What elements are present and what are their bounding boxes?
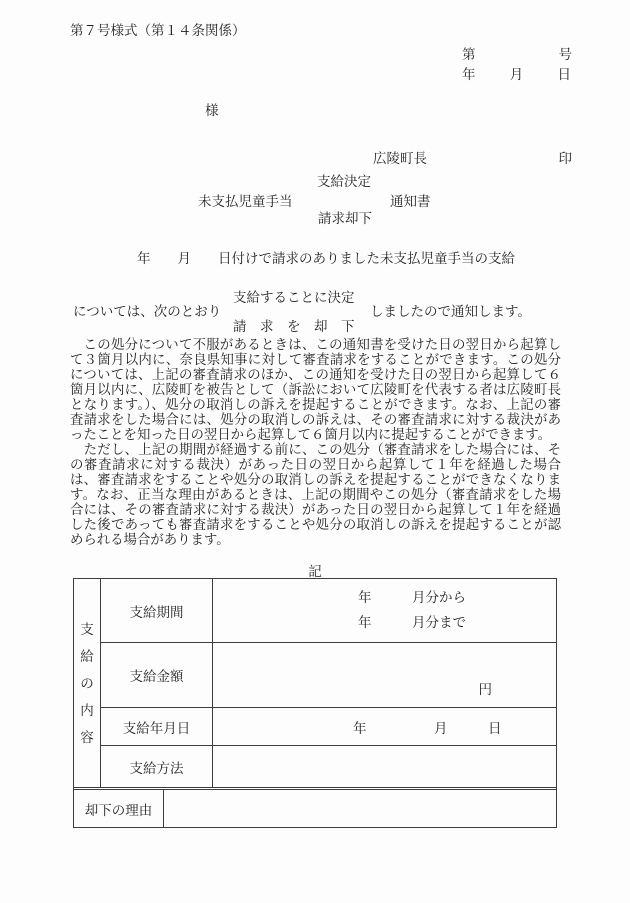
record-heading: 記 [308, 564, 322, 579]
addressee-honorific: 様 [205, 103, 219, 118]
document-number-line [462, 43, 572, 63]
issuer-line [373, 147, 572, 167]
table-row-payment-method [101, 746, 556, 787]
title-subject: 未支払児童手当 [198, 194, 293, 209]
benefit-main-section [74, 579, 556, 788]
decision-prefix: については、次のとおり [73, 304, 222, 319]
document-number-suffix: 号 [558, 47, 572, 62]
table-row-payment-period [101, 579, 556, 643]
supplement-paragraph: ただし、上記の期間が経過する前に、この処分（審査請求をした場合には、その審査請求に対する裁決）があった日の翌日から起算して１年を経過した場合は、審査請求をすることや処分の取消しの訴えを提起することができなくなります。なお、正当な理由があるときは、上記の期間やこの処分（審査請求をした場合には、その審査請求に対する裁決）があった日の翌日から起算して１年を経過した後であっても審査請求をすることや処分の取消しの訴えを提起することが認められる場合があります。 [70, 442, 561, 547]
period-from: 年 月分から [358, 590, 466, 605]
appeal-notice-paragraph: この処分について不服があるときは、この通知書を受けた日の翌日から起算して３箇月以内に、奈良県知事に対して審査請求をすることができます。この処分については、上記の審査請求のほか、この通知を受けた日の翌日から起算して６箇月以内に、広陵町を被告として（訴訟において広陵町を代表する者は広陵町長となります。）、処分の取消しの訴えを提起することができます。なお、上記の審査請求をした場合には、処分の取消しの訴えは、その審査請求に対する裁決があったことを知った日の翌日から起算して６箇月以内に提起することができます。 [70, 337, 561, 442]
group-header-cell [74, 579, 101, 787]
amount-unit: 円 [478, 682, 492, 697]
title-option-grant: 支給決定 [317, 174, 371, 189]
benefit-details-table [73, 578, 557, 828]
rejection-reason-label: 却下の理由 [74, 790, 164, 827]
decision-option-grant: 支給することに決定 [233, 290, 355, 305]
document-number-prefix: 第 [462, 47, 476, 62]
issue-date-line [462, 63, 571, 83]
form-number: 第７号様式（第１４条関係） [70, 23, 246, 38]
group-header-label: 支給の内容 [80, 621, 94, 745]
row-value [213, 708, 556, 745]
title-suffix: 通知書 [390, 194, 431, 209]
issue-date-month: 月 [509, 67, 524, 82]
issue-date-year: 年 [462, 67, 476, 82]
table-row-payment-amount [101, 643, 556, 708]
legal-notice-block [70, 337, 561, 547]
row-label: 支給年月日 [101, 708, 213, 745]
row-label: 支給方法 [101, 746, 213, 787]
request-date-line: 年 月 日付けで請求のありました未支払児童手当の支給 [137, 251, 515, 266]
row-label: 支給期間 [101, 579, 213, 642]
decision-suffix: しましたので通知します。 [370, 304, 531, 319]
row-label: 支給金額 [101, 643, 213, 707]
issuer-seal-mark: 印 [558, 151, 572, 166]
issue-date-day: 日 [557, 67, 571, 82]
table-row-payment-date [101, 708, 556, 746]
period-to: 年 月分まで [358, 615, 466, 630]
title-option-reject: 請求却下 [318, 211, 372, 226]
table-row-rejection-reason [74, 789, 556, 827]
row-value [213, 746, 556, 787]
row-value [213, 643, 556, 707]
decision-option-reject: 請 求 を 却 下 [233, 319, 355, 334]
issuer-name: 広陵町長 [373, 151, 427, 166]
row-value [213, 579, 556, 642]
payment-date-blanks: 年 月 日 [353, 720, 502, 736]
rejection-reason-value [164, 790, 556, 827]
